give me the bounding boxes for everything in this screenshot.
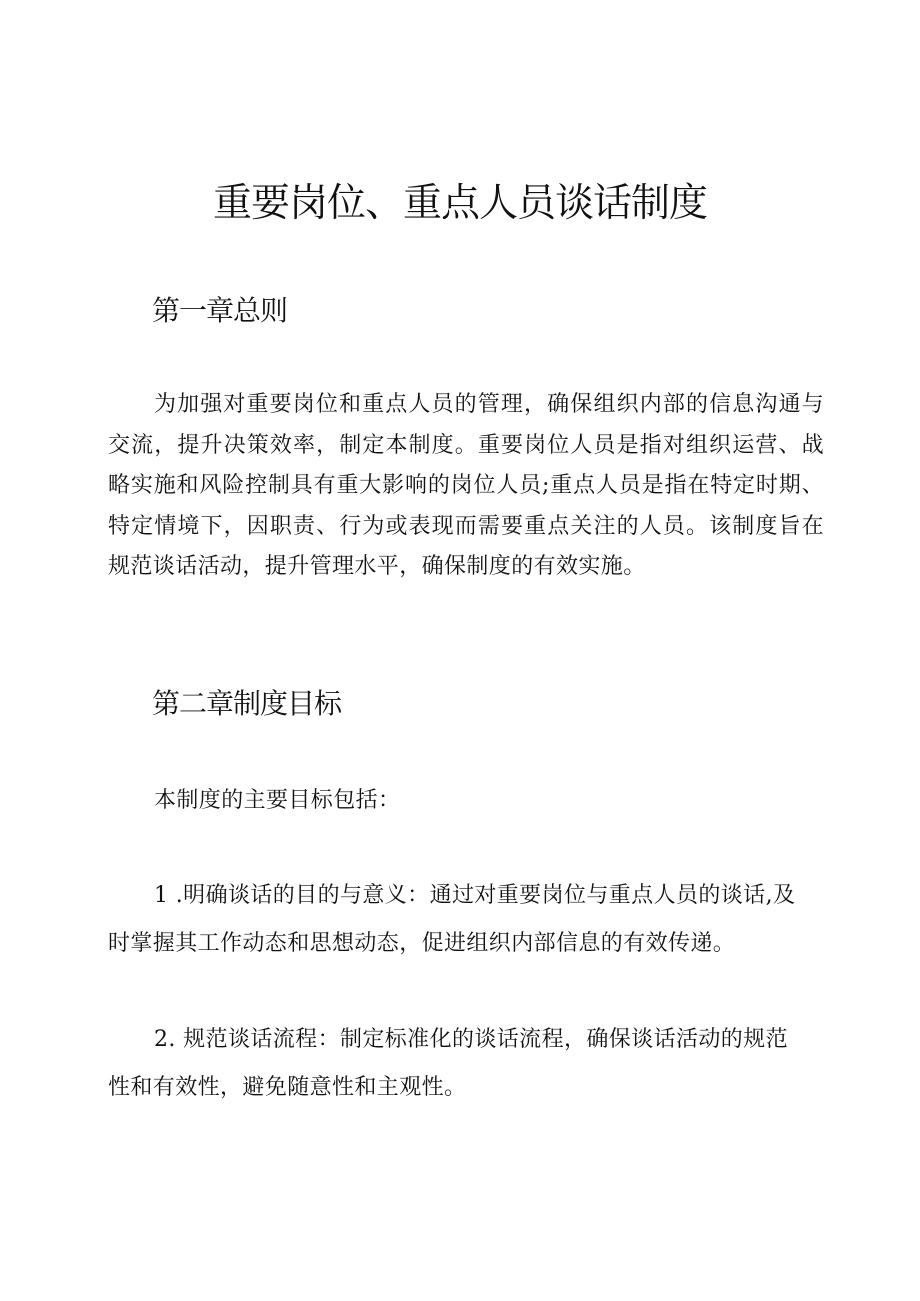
goal-item-2-line-2: 性和有效性，避免随意性和主观性。 [108,1075,467,1100]
chapter-1-heading: 第一章总则 [152,294,288,327]
chapter-2-heading: 第二章制度目标 [152,687,342,720]
chapter-1-paragraph: 为加强对重要岗位和重点人员的管理，确保组织内部的信息沟通与交流，提升决策效率，制定本制度。重要岗位人员是指对组织运营、战略实施和风险控制具有重大影响的岗位人员;重点人员是指在特定时期、特定情境下，因职责、行为或表现而需要重点关注的人员。该制度旨在规范谈话活动，提升管理水平，确保制度的有效实施。 [108,392,824,579]
document-title: 重要岗位、重点人员谈话制度 [212,181,707,226]
chapter-2-intro: 本制度的主要目标包括： [154,788,401,813]
goal-item-1-line-1: 1 .明确谈话的目的与意义：通过对重要岗位与重点人员的谈话,及 [154,883,796,908]
goal-item-1-line-2: 时掌握其工作动态和思想动态，促进组织内部信息的有效传递。 [108,931,736,956]
goal-item-2-line-1: 2. 规范谈话流程：制定标准化的谈话流程，确保谈话活动的规范 [154,1027,788,1052]
